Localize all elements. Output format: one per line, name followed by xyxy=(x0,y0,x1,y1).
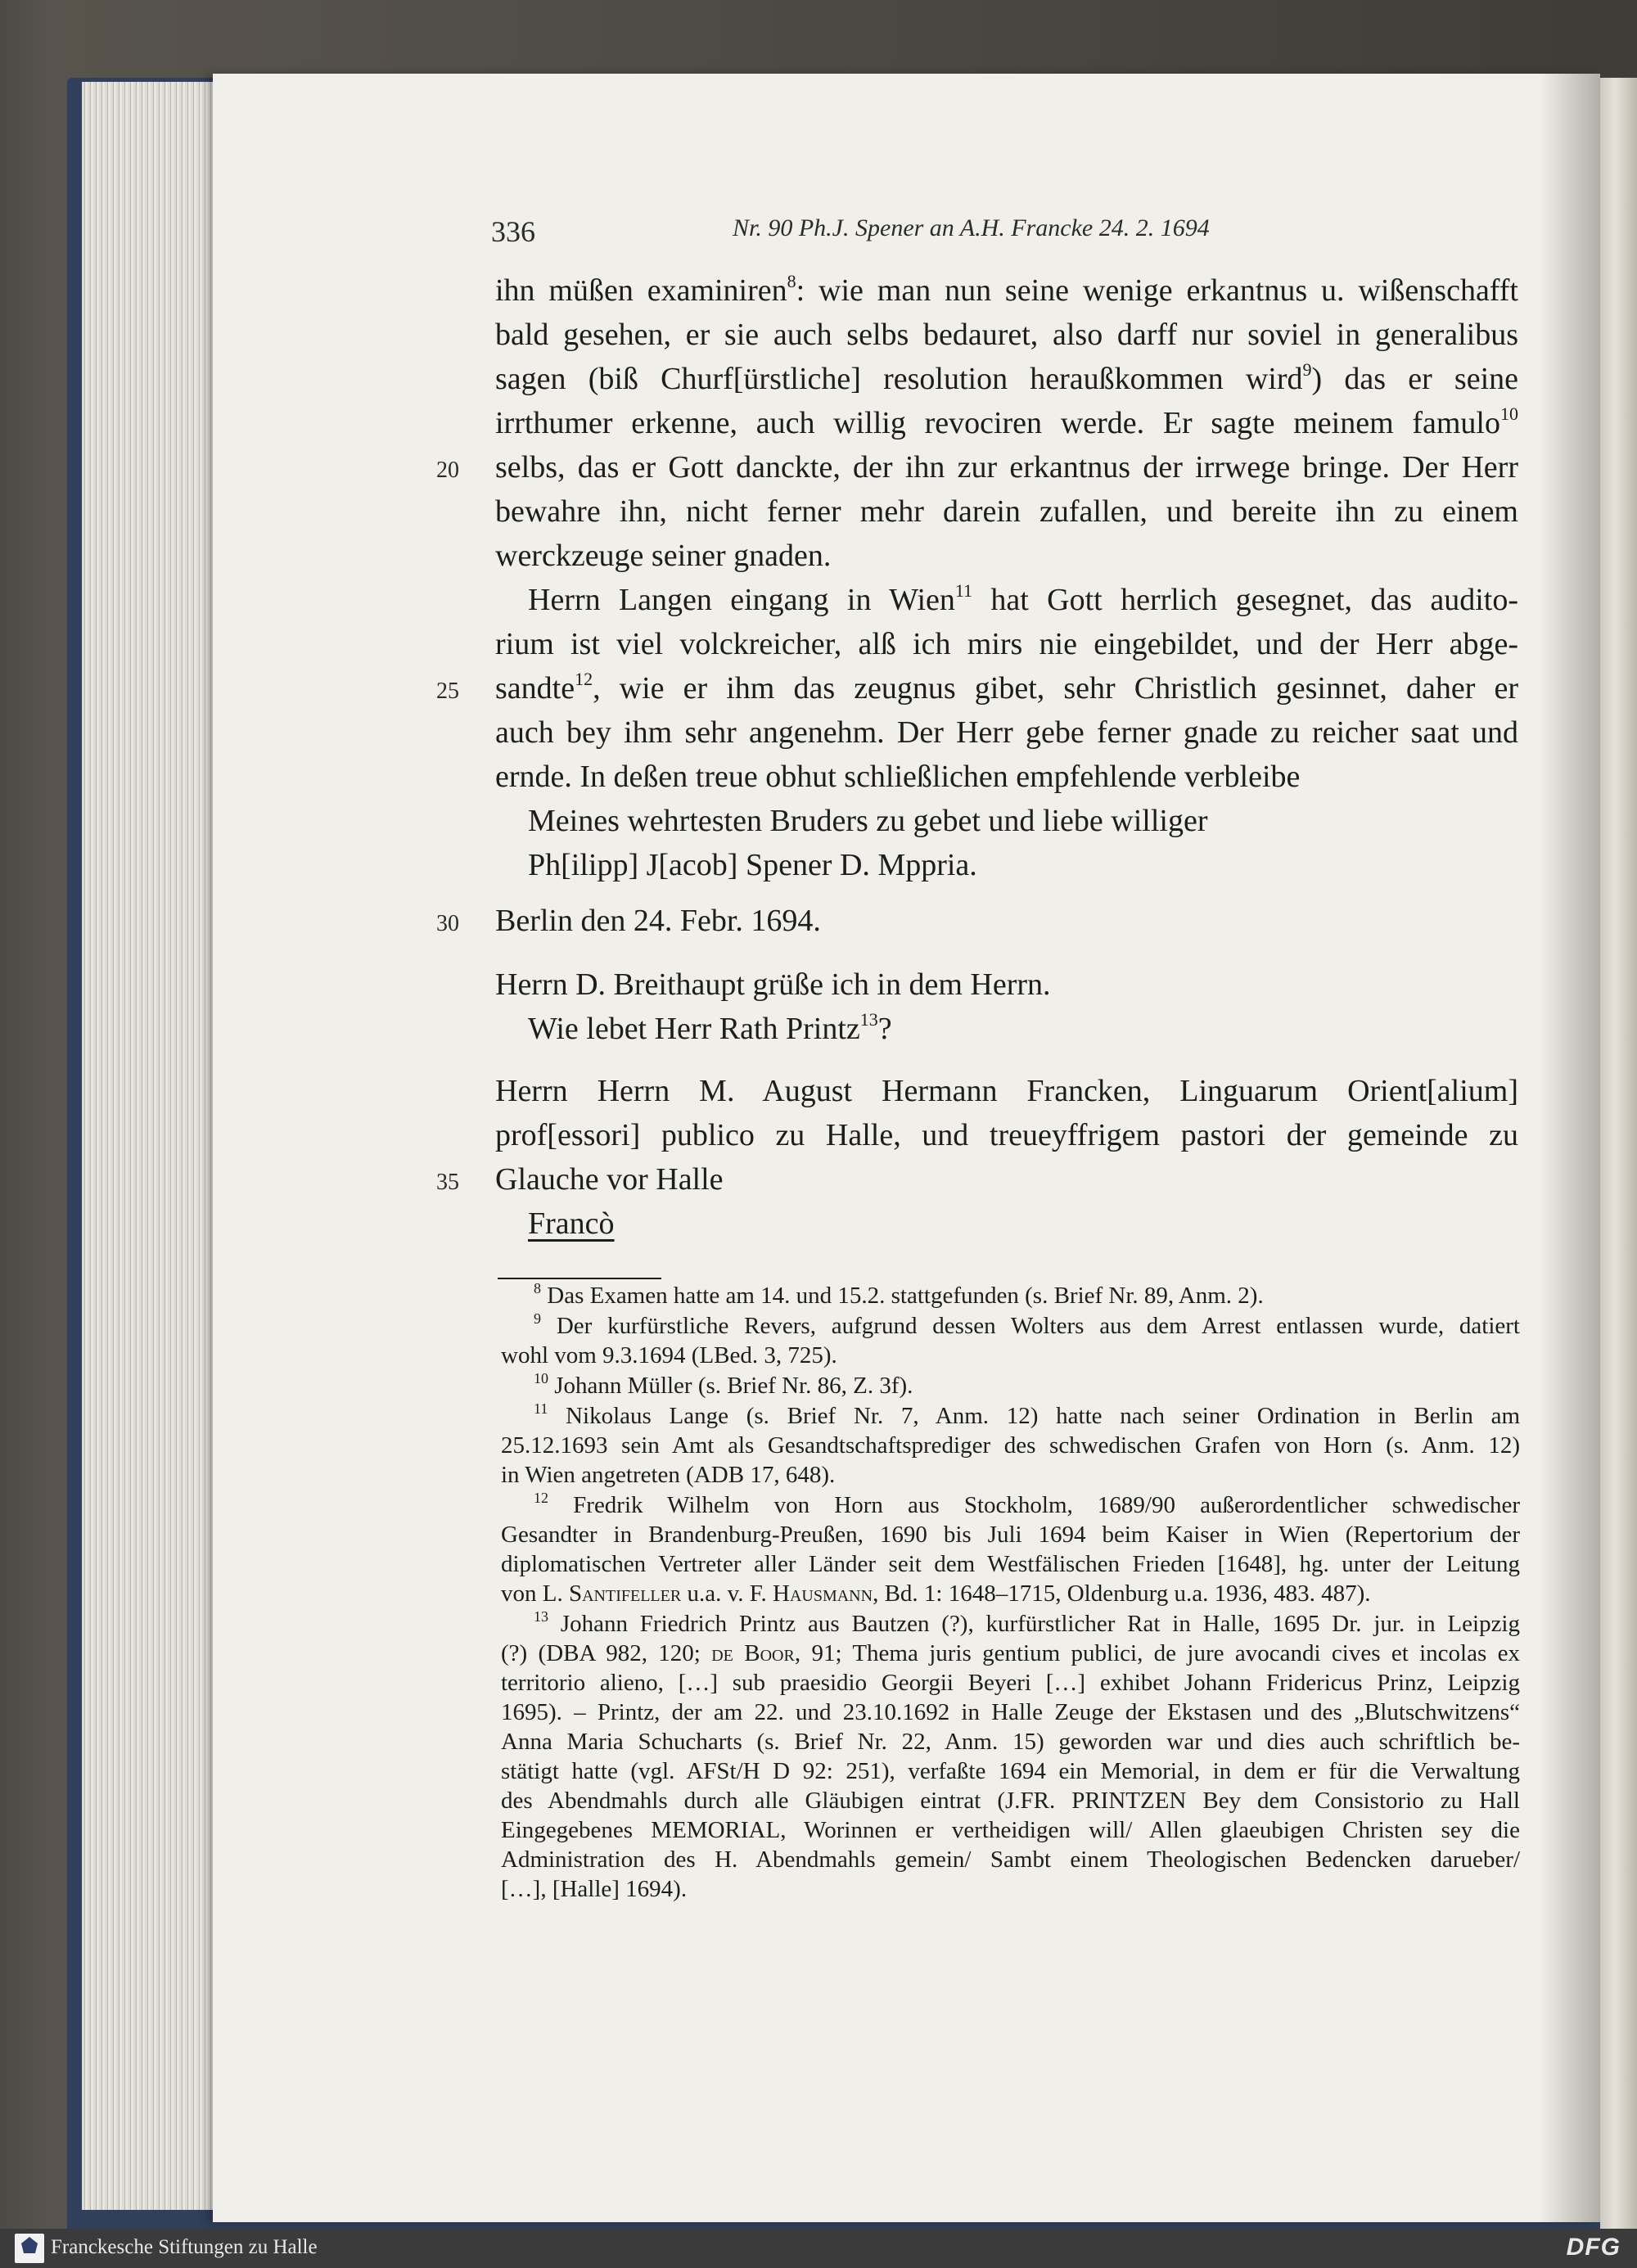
institution-name: Franckesche Stiftungen zu Halle xyxy=(51,2236,318,2258)
footnote-line: diplomatischen Vertreter aller Länder seit dem Westfälischen Frieden [1648], hg. unter der Leitung xyxy=(501,1551,1520,1577)
postscript-line: Wie lebet Herr Rath Printz$^{13}$? xyxy=(528,1009,892,1046)
footnote-line: des Abendmahls durch alle Gläubigen eintrat (J.FR. PRINTZEN Bey dem Consistorio zu Hall xyxy=(501,1788,1520,1814)
text-line: auch bey ihm sehr angenehm. Der Herr gebe ferner gnade zu reicher saat und xyxy=(495,715,1518,750)
page-gutter-shade xyxy=(1539,74,1600,2222)
footnote-line: 1695). – Printz, der am 22. und 23.10.1692 in Halle Zeuge der Ekstasen und des „Blutschwitzens“ xyxy=(501,1699,1520,1725)
page-header xyxy=(491,214,1293,255)
viewer-footer xyxy=(0,2229,1637,2268)
text-line: sagen (biß Churf[ürstliche] resolution heraußkommen wird$^9$) das er seine xyxy=(495,359,1518,396)
address-line: 35 Glauche vor Halle xyxy=(495,1159,1518,1200)
address-line: prof[essori] publico zu Halle, und treueyffrigem pastori der gemeinde zu xyxy=(495,1118,1518,1152)
signature-line: Ph[ilipp] J[acob] Spener D. Mppria. xyxy=(528,848,977,882)
footnote-line: stätigt hatte (vgl. AFSt/H D 92: 251), verfaßte 1694 ein Memorial, in dem er für die Verwaltung xyxy=(501,1758,1520,1784)
text-line: ernde. In deßen treue obhut schließlichen empfehlende verbleibe xyxy=(495,760,1301,794)
footnote-line: territorio alieno, […] sub praesidio Georgii Beyeri […] exhibet Johann Fridericus Prinz, Leipzig xyxy=(501,1670,1520,1696)
text-line: Meines wehrtesten Bruders zu gebet und liebe williger xyxy=(528,804,1208,838)
address-line: Francò xyxy=(528,1206,615,1241)
postscript-line: Herrn D. Breithaupt grüße ich in dem Herrn. xyxy=(495,967,1051,1002)
text-line: 20 selbs, das er Gott danckte, der ihn zur erkantnus der irrwege bringe. Der Herr xyxy=(495,447,1518,488)
footnote-line: wohl vom 9.3.1694 (LBed. 3, 725). xyxy=(501,1342,837,1368)
footnote-line: in Wien angetreten (ADB 17, 648). xyxy=(501,1462,836,1488)
text-line: rium ist viel volckreicher, alß ich mirs nie eingebildet, und der Herr abge- xyxy=(495,627,1518,661)
footnote-13: $^{13}$ Johann Friedrich Printz aus Bautzen (?), kurfürstlicher Rat in Halle, 1695 Dr. jur. in Leipzig xyxy=(534,1608,1520,1637)
institution-logo-icon xyxy=(15,2234,44,2263)
footnote-12: $^{12}$ Fredrik Wilhelm von Horn aus Stockholm, 1689/90 außerordentlicher schwedischer xyxy=(534,1490,1520,1518)
text-line: irrthumer erkenne, auch willig revociren werde. Er sagte meinem famulo$^{10}$ xyxy=(495,404,1518,440)
footnote-8: $^8$ Das Examen hatte am 14. und 15.2. stattgefunden (s. Brief Nr. 89, Anm. 2). xyxy=(534,1280,1264,1309)
footnote-10: $^{10}$ Johann Müller (s. Brief Nr. 86, Z. 3f). xyxy=(534,1370,913,1399)
footnote-line: (?) (DBA 982, 120; de Boor, 91; Thema juris gentium publici, de jure avocandi cives et incolas ex xyxy=(501,1640,1521,1666)
footnote-line: Anna Maria Schucharts (s. Brief Nr. 22, Anm. 15) geworden war und dies auch schriftlich be- xyxy=(501,1729,1520,1755)
next-page-edge xyxy=(1600,78,1637,2229)
text-line: bewahre ihn, nicht ferner mehr darein zufallen, und bereite ihn zu einem xyxy=(495,494,1518,529)
page-number: 336 xyxy=(491,215,535,248)
footnote-9: $^9$ Der kurfürstliche Revers, aufgrund dessen Wolters aus dem Arrest entlassen wurde, datiert xyxy=(534,1310,1520,1339)
footnote-line: Gesandter in Brandenburg-Preußen, 1690 bis Juli 1694 beim Kaiser in Wien (Repertorium der xyxy=(501,1522,1520,1548)
text-line: 25 sandte$^{12}$, wie er ihm das zeugnus gibet, sehr Christlich gesinnet, daher er xyxy=(495,668,1518,709)
footnote-line: Eingegebenes MEMORIAL, Worinnen er vertheidigen will/ Allen glaeubigen Christen sey die xyxy=(501,1817,1520,1843)
footnote-rule xyxy=(498,1278,661,1279)
address-line: Herrn Herrn M. August Hermann Francken, Linguarum Orient[alium] xyxy=(495,1074,1518,1108)
footnote-line: […], [Halle] 1694). xyxy=(501,1876,688,1902)
line-number: 25 xyxy=(436,679,459,704)
line-number: 30 xyxy=(436,911,459,936)
line-number: 20 xyxy=(436,458,459,483)
running-title: Nr. 90 Ph.J. Spener an A.H. Francke 24. 2. 1694 xyxy=(733,214,1210,241)
dfg-logo: DFG xyxy=(1566,2234,1621,2261)
footnote-11: $^{11}$ Nikolaus Lange (s. Brief Nr. 7, Anm. 12) hatte nach seiner Ordination in Berlin am xyxy=(534,1400,1520,1429)
footnote-line: von L. Santifeller u.a. v. F. Hausmann, Bd. 1: 1648–1715, Oldenburg u.a. 1936, 483. 487). xyxy=(501,1580,1371,1607)
text-line: ihn müßen examiniren$^8$: wie man nun seine wenige erkantnus u. wißenschafft xyxy=(495,271,1518,308)
dateline: 30 Berlin den 24. Febr. 1694. xyxy=(495,900,1518,941)
footnote-line: 25.12.1693 sein Amt als Gesandtschaftsprediger des schwedischen Grafen von Horn (s. Anm. 12) xyxy=(501,1432,1520,1459)
line-number: 35 xyxy=(436,1170,459,1195)
text-line: werckzeuge seiner gnaden. xyxy=(495,539,832,573)
text-line: bald gesehen, er sie auch selbs bedauret, also darff nur soviel in generalibus xyxy=(495,318,1518,352)
text-line: Herrn Langen eingang in Wien$^{11}$ hat Gott herrlich gesegnet, das audito- xyxy=(528,580,1518,617)
footnote-line: Administration des H. Abendmahls gemein/ Sambt einem Theologischen Bedencken darueber/ xyxy=(501,1846,1520,1873)
